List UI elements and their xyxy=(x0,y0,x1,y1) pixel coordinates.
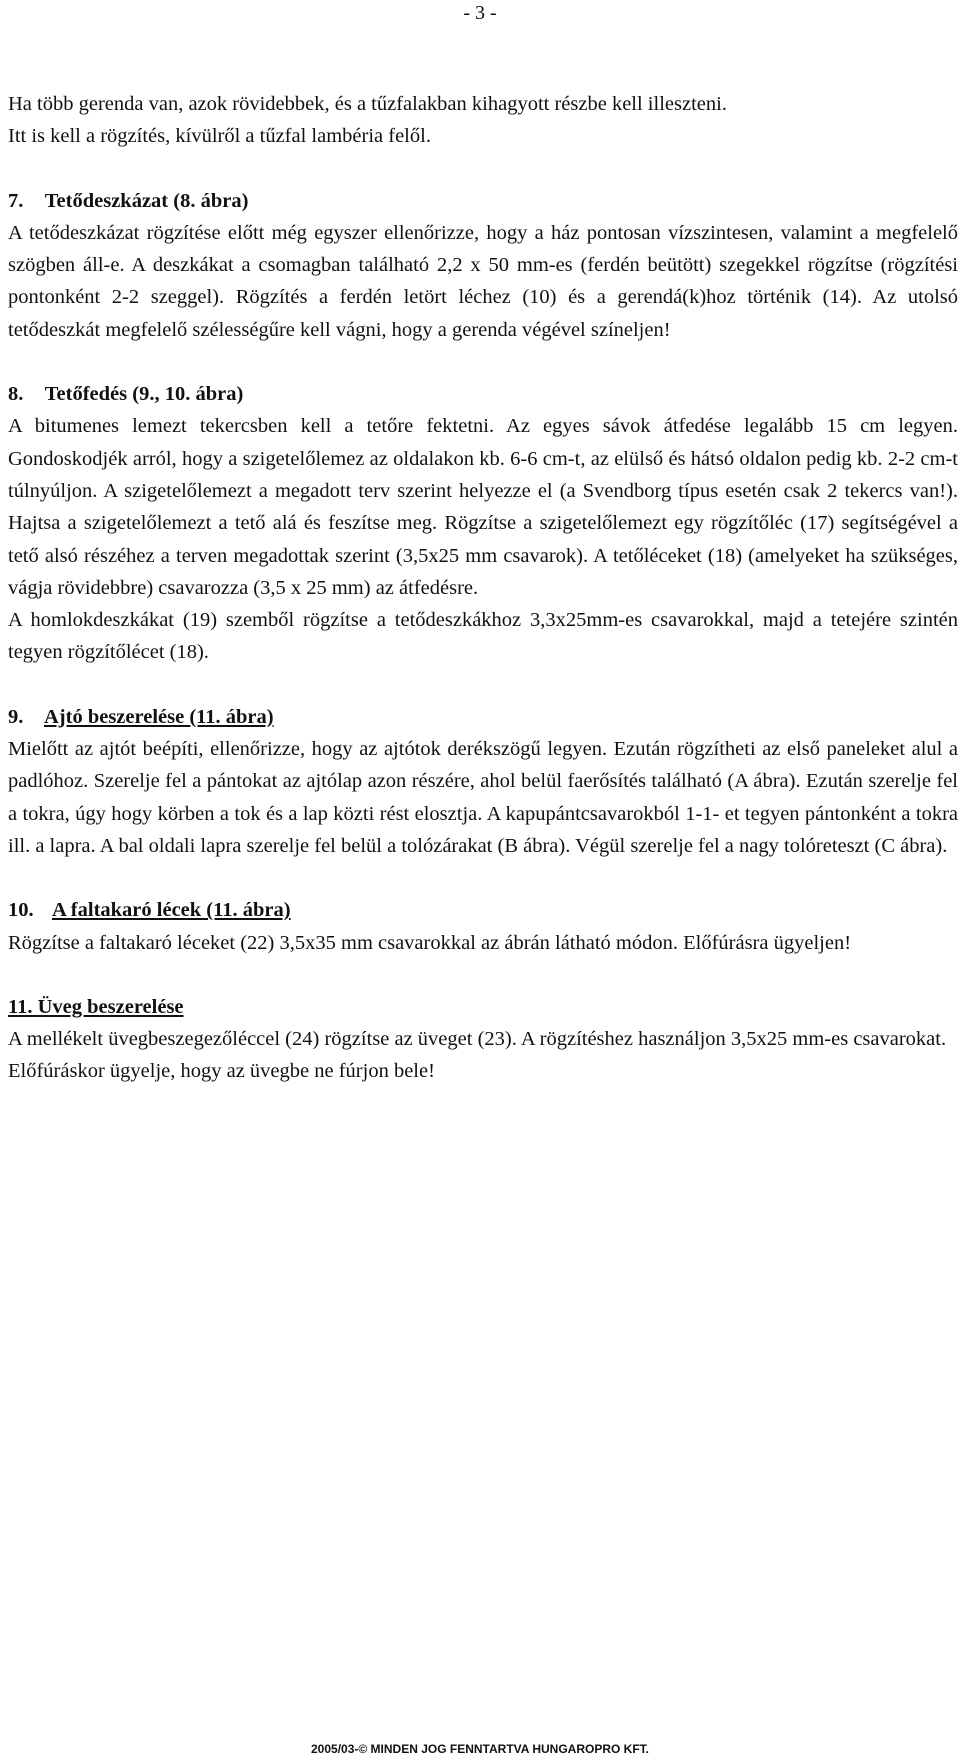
section-paragraph: A mellékelt üvegbeszegezőléccel (24) rögzítse az üveget (23). A rögzítéshez használjon 3,5x25 mm-es csavarokat. xyxy=(8,1028,947,1051)
page-number: - 3 - xyxy=(463,2,497,24)
section-heading xyxy=(8,991,958,1023)
section-title: Üveg beszerelése xyxy=(37,995,184,1018)
copyright-footer: 2005/03-© MINDEN JOG FENNTARTVA HUNGAROPRO KFT. xyxy=(311,1742,649,1756)
section-number: 10. xyxy=(8,899,34,922)
section-number: 8. xyxy=(8,383,24,406)
section-paragraph: Rögzítse a faltakaró léceket (22) 3,5x35 mm csavarokkal az ábrán látható módon. Előfúrásra ügyeljen! xyxy=(8,931,852,954)
section-paragraph: Mielőtt az ajtót beépíti, ellenőrizze, hogy az ajtótok derékszögű legyen. Ezután rögzítheti az első paneleket alul a padlóhoz. Szerelje fel a pántokat az ajtólap azon részére, ahol belül faerősítés található (A ábra). Ezután szerelje fel a tokra, úgy hogy körben a tok és a lap közti rést elosztja. A kapupántcsavarokból 1-1- et tegyen pántonként a tokra ill. a lapra. A bal oldali lapra szerelje fel belül a tolózárakat (B ábra). Végül szerelje fel a nagy tolóreteszt (C ábra). xyxy=(8,738,958,857)
section-paragraph: A homlokdeszkákat (19) szemből rögzítse a tetődeszkákhoz 3,3x25mm-es csavarokkal, majd a tetejére szintén tegyen rögzítőlécet (18). xyxy=(8,609,958,664)
section-title: Ajtó beszerelése (11. ábra) xyxy=(44,705,274,728)
section-heading xyxy=(8,701,958,733)
intro-line-2: Itt is kell a rögzítés, kívülről a tűzfal lambéria felől. xyxy=(8,125,431,148)
section-title: Tetőfedés (9., 10. ábra) xyxy=(44,383,244,406)
section-paragraph: A tetődeszkázat rögzítése előtt még egyszer ellenőrizze, hogy a ház pontosan vízszintesen, valamint a megfelelő szögben áll-e. A deszkákat a csomagban található 2,2 x 50 mm-es (ferdén beütött) szegekkel rögzítse (rögzítési pontonként 2-2 szeggel). Rögzítés a ferdén letört léchez (10) és a gerendá(k)hoz történik (14). Az utolsó tetődeszkát megfelelő szélességűre kell vágni, hogy a gerenda végével színeljen! xyxy=(8,221,958,341)
section-heading xyxy=(8,378,958,410)
section-paragraph: A bitumenes lemezt tekercsben kell a tetőre fektetni. Az egyes sávok átfedése legalább 15 cm legyen. Gondoskodjék arról, hogy a szigetelőlemez az oldalakon kb. 6-6 cm-t, az elülső és hátsó oldalon pedig kb. 2-2 cm-t túlnyúljon. A szigetelőlemezt a megadott terv szerint helyezze el (a Svendborg típus esetén csak 2 tekercs van!). Hajtsa a szigetelőlemezt a tető alá és feszítse meg. Rögzítse a szigetelőlemezt egy rögzítőléc (17) segítségével a tető alsó részéhez a terven megadottak szerint (3,5x25 mm csavarok). A tetőléceket (18) (amelyeket ha szükséges, vágja rövidebbre) csavarozza (3,5 x 25 mm) az átfedésre. xyxy=(8,415,958,599)
section-number: 11. xyxy=(8,995,33,1018)
section-title: A faltakaró lécek (11. ábra) xyxy=(52,899,291,922)
section-title: Tetődeszkázat (8. ábra) xyxy=(44,189,249,212)
section-number: 7. xyxy=(8,189,24,212)
section-heading xyxy=(8,185,958,217)
section-heading xyxy=(8,894,958,926)
section-paragraph: Előfúráskor ügyelje, hogy az üvegbe ne fúrjon bele! xyxy=(8,1060,435,1083)
section-number: 9. xyxy=(8,705,24,728)
document-body xyxy=(8,88,958,1088)
intro-line-1: Ha több gerenda van, azok rövidebbek, és a tűzfalakban kihagyott részbe kell illeszteni. xyxy=(8,93,727,115)
